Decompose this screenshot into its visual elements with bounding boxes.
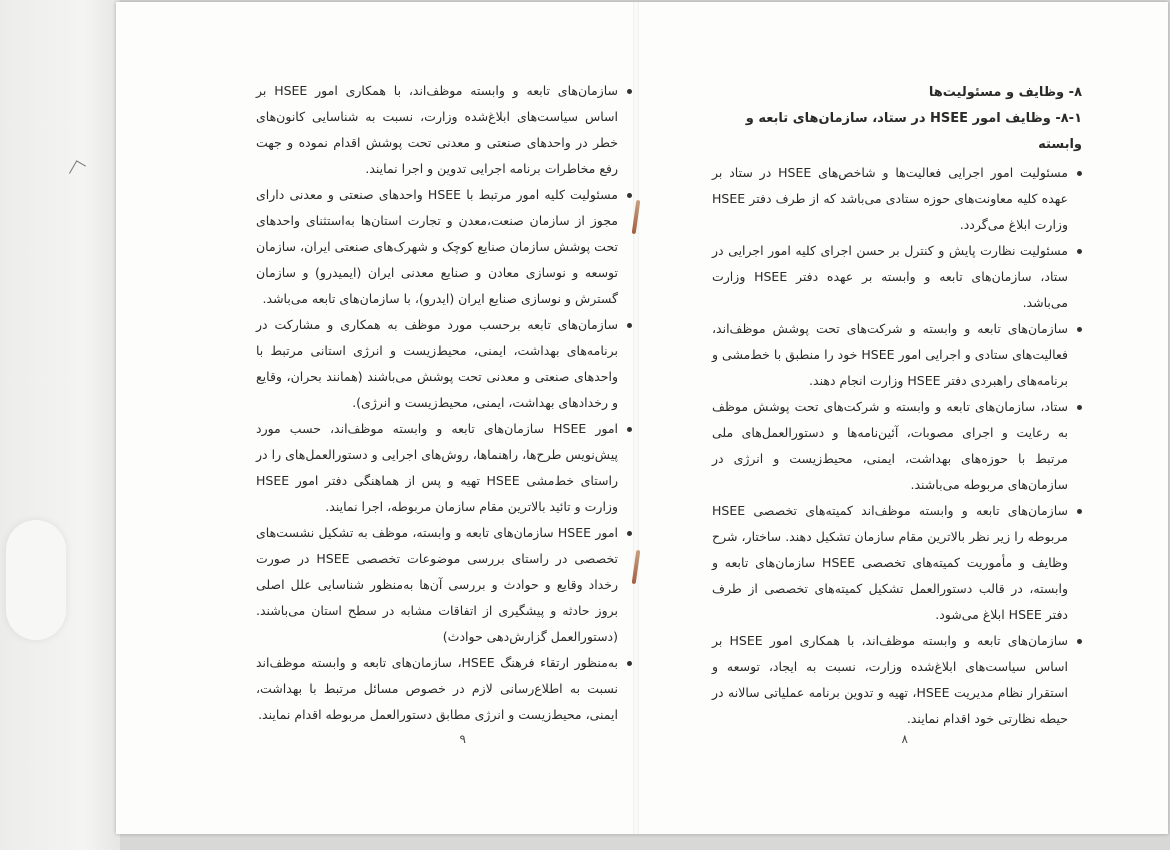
list-item: سازمان‌های تابعه و وابسته موظف‌اند، با همکاری امور HSEE بر اساس سیاست‌های ابلاغ‌شده وزارت، نسبت به ایجاد، توسعه و استقرار نظام مدیریت HSEE، تهیه و تدوین برنامه عملیاتی سالانه در حیطه نظارتی خود اقدام نمایند. (712, 628, 1082, 732)
subsection-heading: ۸-۱- وظایف امور HSEE در ستاد، سازمان‌های تابعه و وابسته (745, 111, 1082, 152)
section-heading: ۸- وظایف و مسئولیت‌ها (928, 85, 1082, 100)
left-page (116, 2, 636, 834)
right-page (636, 2, 1168, 834)
left-bullet-list (256, 78, 632, 728)
list-item: امور HSEE سازمان‌های تابعه و وابسته موظف‌اند، حسب مورد پیش‌نویس طرح‌ها، راهنماها، روش‌های اجرایی و دستورالعمل‌های را در راستای خط‌مشی HSEE تهیه و پس از هماهنگی دفتر امور HSEE وزارت و تائید بالاترین مقام سازمان مربوطه، اجرا نمایند. (256, 416, 632, 520)
right-page-number: ۸ (901, 732, 908, 746)
list-item: سازمان‌های تابعه برحسب مورد موظف به همکاری و مشارکت در برنامه‌های بهداشت، ایمنی، محیط‌زیست و انرژی استانی مرتبط با واحدهای صنعتی و معدنی تحت پوشش می‌باشند (همانند بحران، وقایع و رخدادهای بهداشت، ایمنی، محیط‌زیست و انرژی). (256, 312, 632, 416)
left-page-content (256, 78, 632, 728)
scanner-background (0, 0, 120, 850)
list-item: ستاد، سازمان‌های تابعه و وابسته و شرکت‌های تحت پوشش موظف به رعایت و اجرای مصوبات، آئین‌نامه‌ها و دستورالعمل‌های ملی مرتبط با حوزه‌های بهداشت، ایمنی، محیط‌زیست و انرژی در سازمان‌های مربوطه می‌باشند. (712, 394, 1082, 498)
pencil-mark-icon (69, 160, 86, 178)
list-item: مسئولیت امور اجرایی فعالیت‌ها و شاخص‌های HSEE در ستاد بر عهده کلیه معاونت‌های حوزه ستادی می‌باشد که از طرف دفتر HSEE وزارت ابلاغ می‌گردد. (712, 160, 1082, 238)
left-page-number: ۹ (459, 732, 466, 746)
list-item: سازمان‌های تابعه و وابسته موظف‌اند کمیته‌های تخصصی HSEE مربوطه را زیر نظر بالاترین مقام سازمان تشکیل دهند. ساختار، شرح وظایف و مأموریت کمیته‌های تخصصی HSEE سازمان‌های تابعه و وابسته، در قالب دستورالعمل تشکیل کمیته‌های تخصصی از طرف دفتر HSEE ابلاغ می‌شود. (712, 498, 1082, 628)
paper-fold-mark (6, 520, 66, 640)
list-item: مسئولیت نظارت پایش و کنترل بر حسن اجرای کلیه امور اجرایی در ستاد، سازمان‌های تابعه و وابسته بر عهده دفتر HSEE وزارت می‌باشد. (712, 238, 1082, 316)
list-item: سازمان‌های تابعه و وابسته موظف‌اند، با همکاری امور HSEE بر اساس سیاست‌های ابلاغ‌شده وزارت، نسبت به شناسایی کانون‌های خطر در واحدهای صنعتی و معدنی تحت پوشش اقدام نموده و جهت رفع مخاطرات برنامه اجرایی تدوین و اجرا نمایند. (256, 78, 632, 182)
list-item: به‌منظور ارتقاء فرهنگ HSEE، سازمان‌های تابعه و وابسته موظف‌اند نسبت به اطلاع‌رسانی لازم در خصوص مسائل مرتبط با بهداشت، ایمنی، محیط‌زیست و انرژی مطابق دستورالعمل مربوطه اقدام نمایند. (256, 650, 632, 728)
right-bullet-list (712, 160, 1082, 732)
list-item: سازمان‌های تابعه و وابسته و شرکت‌های تحت پوشش موظف‌اند، فعالیت‌های ستادی و اجرایی امور HSEE خود را منطبق با خط‌مشی و برنامه‌های راهبردی دفتر HSEE وزارت انجام دهند. (712, 316, 1082, 394)
book-spread (116, 2, 1168, 834)
list-item: امور HSEE سازمان‌های تابعه و وابسته، موظف به تشکیل نشست‌های تخصصی در راستای بررسی موضوعات تخصصی HSEE در صورت رخداد وقایع و حوادث و بررسی آن‌ها به‌منظور شناسایی علل اصلی بروز حادثه و پیشگیری از اتفاقات مشابه در سطح استان می‌باشند. (دستورالعمل گزارش‌دهی حوادث) (256, 520, 632, 650)
right-page-content (712, 80, 1082, 732)
list-item: مسئولیت کلیه امور مرتبط با HSEE واحدهای صنعتی و معدنی دارای مجوز از سازمان صنعت،معدن و تجارت استان‌ها به‌استثنای واحدهای تحت پوشش سازمان صنایع کوچک و شهرک‌های صنعتی ایران، سازمان توسعه و نوسازی معادن و صنایع معدنی ایران (ایمیدرو) و سازمان گسترش و نوسازی صنایع ایران (ایدرو)، با سازمان‌های تابعه می‌باشد. (256, 182, 632, 312)
